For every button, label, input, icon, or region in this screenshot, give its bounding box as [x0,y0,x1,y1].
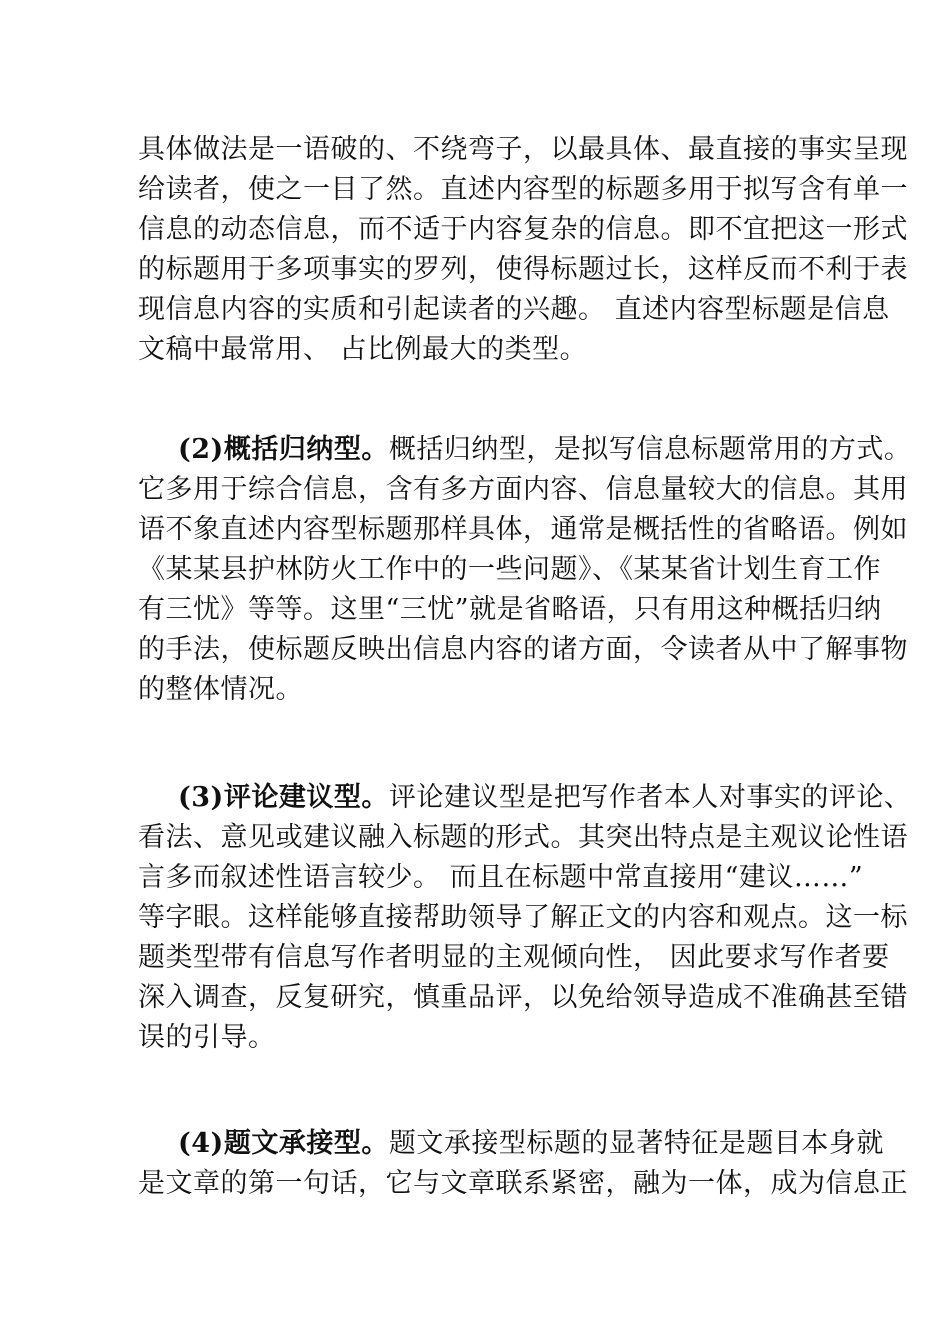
text-line: 《某某县护林防火工作中的一些问题》、《某某省计划生育工作 [138,554,881,585]
text-run: 题文承接型标题的显著特征是题目本身就 [388,1128,884,1159]
text-line [138,430,912,470]
text-line: 等字眼。这样能够直接帮助领导了解正文的内容和观点。这一标 [138,902,908,933]
paragraph-comment-type [138,778,912,1058]
section-heading: (4)题文承接型。 [178,1128,389,1159]
text-run: 概括归纳型，是拟写信息标题常用的方式。 [388,434,912,465]
section-heading: (3)评论建议型。 [178,782,389,813]
text-line: 信息的动态信息，而不适于内容复杂的信息。即不宜把这一形式 [138,214,908,245]
text-line: 言多而叙述性语言较少。 而且在标题中常直接用“建议……” [138,862,864,893]
text-line: 深入调查，反复研究，慎重品评，以免给领导造成不准确甚至错 [138,982,908,1013]
text-line: 具体做法是一语破的、不绕弯子，以最具体、最直接的事实呈现 [138,134,908,165]
text-run: 评论建议型是把写作者本人对事实的评论、 [388,782,912,813]
text-line: 的标题用于多项事实的罗列，使得标题过长，这样反而不利于表 [138,254,908,285]
text-line [138,1124,884,1164]
paragraph-title-text-type [138,1124,908,1204]
text-line: 是文章的第一句话，它与文章联系紧密，融为一体，成为信息正 [138,1168,908,1199]
text-line: 题类型带有信息写作者明显的主观倾向性， 因此要求写作者要 [138,942,890,973]
text-line: 的手法，使标题反映出信息内容的诸方面，令读者从中了解事物 [138,634,908,665]
text-line: 有三忧》等等。这里“三忧”就是省略语，只有用这种概括归纳 [138,594,882,625]
paragraph-direct-content [138,130,908,370]
text-line: 看法、意见或建议融入标题的形式。其突出特点是主观议论性语 [138,822,908,853]
text-line: 现信息内容的实质和引起读者的兴趣。 直述内容型标题是信息 [138,294,890,325]
text-line [138,778,912,818]
text-line: 语不象直述内容型标题那样具体，通常是概括性的省略语。例如 [138,514,908,545]
section-heading: (2)概括归纳型。 [178,434,389,465]
text-line: 误的引导。 [138,1022,276,1053]
text-line: 的整体情况。 [138,674,303,705]
paragraph-summary-type [138,430,912,710]
text-line: 给读者，使之一目了然。直述内容型的标题多用于拟写含有单一 [138,174,908,205]
text-line: 它多用于综合信息，含有多方面内容、信息量较大的信息。其用 [138,474,908,505]
text-line: 文稿中最常用、 占比例最大的类型。 [138,334,588,365]
